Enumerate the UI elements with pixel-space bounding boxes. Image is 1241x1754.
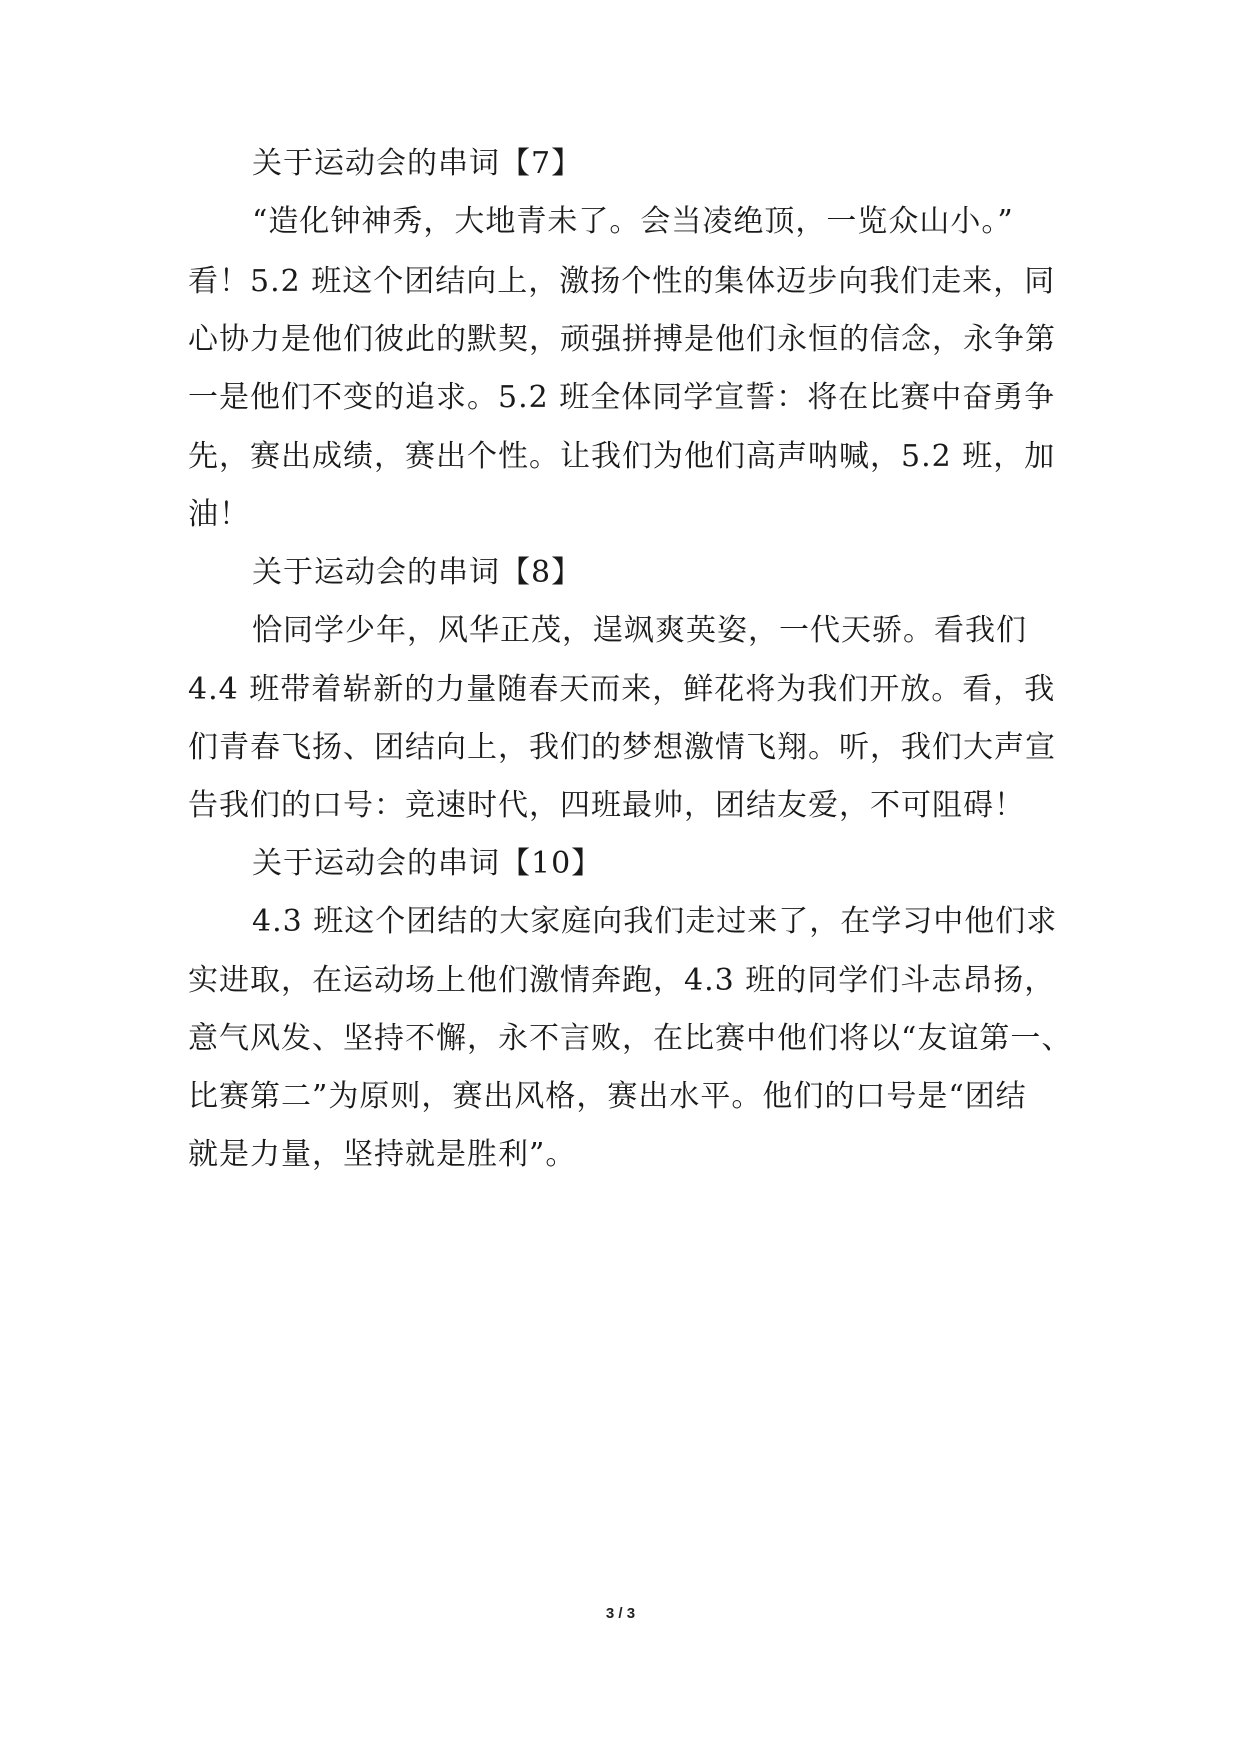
paragraph-line: 一是他们不变的追求。5.2 班全体同学宣誓：将在比赛中奋勇争: [188, 380, 1056, 415]
paragraph-line: 看！5.2 班这个团结向上，激扬个性的集体迈步向我们走来，同: [188, 264, 1056, 299]
page-number: 3 / 3: [605, 1605, 636, 1622]
section-heading: 关于运动会的串词【10】: [252, 846, 603, 881]
paragraph-line: 实进取，在运动场上他们激情奔跑，4.3 班的同学们斗志昂扬，: [188, 963, 1056, 998]
paragraph-line: 心协力是他们彼此的默契，顽强拼搏是他们永恒的信念，永争第: [188, 322, 1056, 357]
paragraph-line: 比赛第二”为原则，赛出风格，赛出水平。他们的口号是“团结: [188, 1079, 1027, 1114]
paragraph-line: 意气风发、坚持不懈，永不言败，在比赛中他们将以“友谊第一、: [188, 1021, 1073, 1056]
paragraph-line: 告我们的口号：竞速时代，四班最帅，团结友爱，不可阻碍！: [188, 788, 1025, 823]
section-heading: 关于运动会的串词【8】: [252, 555, 583, 590]
paragraph-line: 4.4 班带着崭新的力量随春天而来，鲜花将为我们开放。看，我: [188, 672, 1056, 707]
paragraph-line: 先，赛出成绩，赛出个性。让我们为他们高声呐喊，5.2 班，加: [188, 439, 1056, 474]
section-heading: 关于运动会的串词【7】: [252, 146, 583, 181]
paragraph-line: 4.3 班这个团结的大家庭向我们走过来了，在学习中他们求: [252, 904, 1058, 939]
paragraph-line: 油！: [188, 497, 250, 532]
paragraph-line: 恰同学少年，风华正茂，逞飒爽英姿，一代天骄。看我们: [252, 613, 1027, 648]
paragraph-line: 就是力量，坚持就是胜利”。: [188, 1137, 577, 1172]
paragraph-line: 们青春飞扬、团结向上，我们的梦想激情飞翔。听，我们大声宣: [188, 730, 1056, 765]
paragraph-line: “造化钟神秀，大地青未了。会当凌绝顶，一览众山小。”: [252, 204, 1014, 239]
